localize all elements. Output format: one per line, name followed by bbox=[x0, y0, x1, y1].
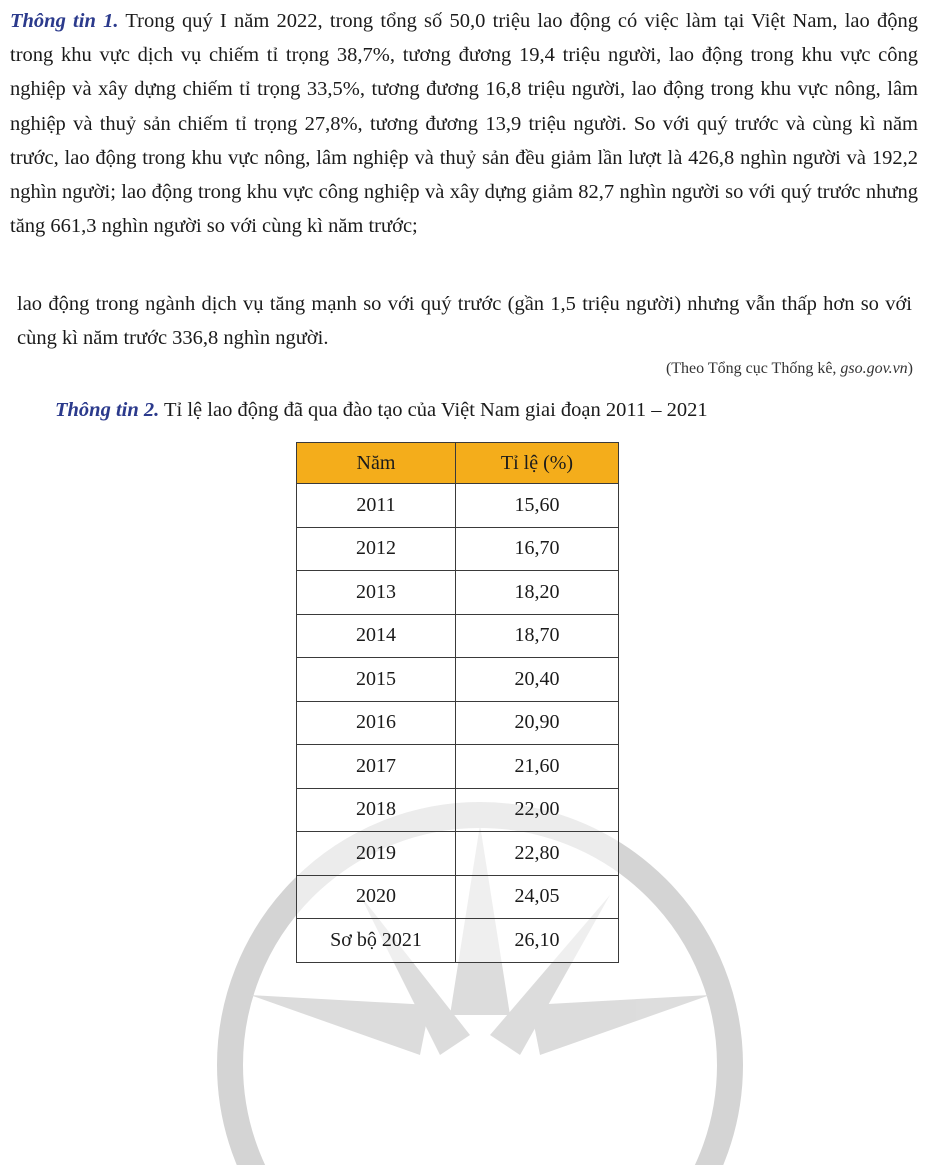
info1-continuation: lao động trong ngành dịch vụ tăng mạnh so với quý trước (gần 1,5 triệu người) nhưng vẫn thấp hơn so với cùng kì năm trước 336,8 nghìn người. bbox=[17, 293, 912, 349]
table-row bbox=[297, 484, 619, 528]
rate-cell: 22,80 bbox=[456, 832, 619, 876]
year-cell: 2015 bbox=[297, 658, 456, 702]
table-row bbox=[297, 701, 619, 745]
table-row bbox=[297, 571, 619, 615]
table-row bbox=[297, 658, 619, 702]
header-rate: Tỉ lệ (%) bbox=[456, 443, 619, 484]
table-row bbox=[297, 875, 619, 919]
year-cell: 2016 bbox=[297, 701, 456, 745]
info2-label: Thông tin 2. bbox=[55, 399, 160, 421]
source-prefix: (Theo Tổng cục Thống kê, bbox=[665, 360, 837, 377]
source-site: gso.gov.vn bbox=[840, 360, 908, 377]
info1-text: Trong quý I năm 2022, trong tổng số 50,0 triệu lao động có việc làm tại Việt Nam, lao động trong khu vực dịch vụ chiếm tỉ trọng 38,7%, tương đương 19,4 triệu người, lao động trong khu vực công nghiệp và xây dựng chiếm tỉ trọng 33,5%, tương đương 16,8 triệu người, lao động trong khu vực nông, lâm nghiệp và thuỷ sản chiếm tỉ trọng 27,8%, tương đương 13,9 triệu người. So với quý trước và cùng kì năm trước, lao động trong khu vực nông, lâm nghiệp và thuỷ sản đều giảm lần lượt là 426,8 nghìn người và 192,2 nghìn người; lao động trong khu vực công nghiệp và xây dựng giảm 82,7 nghìn người so với quý trước nhưng tăng 661,3 nghìn người so với cùng kì năm trước; bbox=[10, 10, 918, 238]
year-cell: 2014 bbox=[297, 614, 456, 658]
rate-cell: 20,90 bbox=[456, 701, 619, 745]
year-cell: 2011 bbox=[297, 484, 456, 528]
watermark-star-ray bbox=[250, 995, 430, 1055]
year-cell: 2012 bbox=[297, 527, 456, 571]
rate-cell: 22,00 bbox=[456, 788, 619, 832]
rate-cell: 24,05 bbox=[456, 875, 619, 919]
table-header-row bbox=[297, 443, 619, 484]
table-row bbox=[297, 832, 619, 876]
rate-cell: 26,10 bbox=[456, 919, 619, 963]
rate-cell: 18,20 bbox=[456, 571, 619, 615]
year-cell: 2017 bbox=[297, 745, 456, 789]
year-cell: 2018 bbox=[297, 788, 456, 832]
info2-title: Tỉ lệ lao động đã qua đào tạo của Việt Nam giai đoạn 2011 – 2021 bbox=[164, 399, 708, 421]
rate-cell: 16,70 bbox=[456, 527, 619, 571]
rate-cell: 18,70 bbox=[456, 614, 619, 658]
source-citation bbox=[666, 360, 913, 378]
rate-cell: 20,40 bbox=[456, 658, 619, 702]
year-cell: Sơ bộ 2021 bbox=[297, 919, 456, 963]
table-row bbox=[297, 919, 619, 963]
info2-heading bbox=[55, 399, 708, 422]
table-row bbox=[297, 527, 619, 571]
watermark-star-ray bbox=[530, 995, 710, 1055]
source-suffix: ) bbox=[907, 360, 913, 377]
year-cell: 2013 bbox=[297, 571, 456, 615]
trained-labor-rate-table bbox=[296, 442, 619, 963]
info1-paragraph bbox=[10, 4, 918, 243]
table-row bbox=[297, 614, 619, 658]
year-cell: 2019 bbox=[297, 832, 456, 876]
table-row bbox=[297, 745, 619, 789]
table-row bbox=[297, 788, 619, 832]
rate-cell: 15,60 bbox=[456, 484, 619, 528]
year-cell: 2020 bbox=[297, 875, 456, 919]
header-year: Năm bbox=[297, 443, 456, 484]
info1-label: Thông tin 1. bbox=[10, 10, 119, 32]
rate-cell: 21,60 bbox=[456, 745, 619, 789]
